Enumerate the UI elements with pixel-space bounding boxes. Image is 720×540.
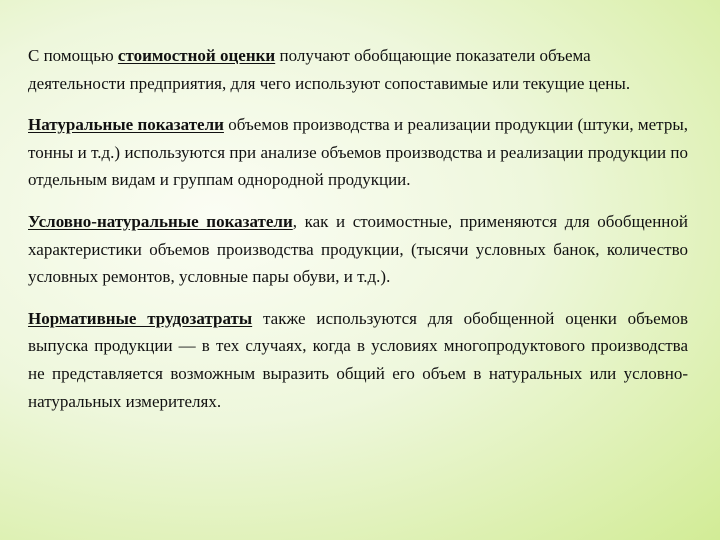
paragraph-text: , как и стоимостные, применяются для обобщенной характеристики объемов производства продукции, (тысячи условных банок, количество условных ремонтов, условные пары обуви, и т.д.). xyxy=(28,211,689,287)
term-normative-labor-costs: Нормативные трудозатраты xyxy=(28,308,253,328)
paragraph-text: объемов производства и реализации продукции (штуки, метры, тонны и т.д.) используются при анализе объемов производства и реализации продукции по отдельным видам и группам однородной продукции. xyxy=(28,115,688,190)
slide-body xyxy=(28,42,688,429)
paragraph-text: получают обобщающие показатели объема деятельности предприятия, для чего используют сопоставимые или текущие цены. xyxy=(28,46,631,93)
term-natural-indicators: Натуральные показатели xyxy=(28,115,224,135)
paragraph-text: также используются для обобщенной оценки объемов выпуска продукции — в тех случаях, когда в условиях многопродуктового производства не представляется возможным выразить общий его объем в натуральных или условно-натуральных измерителях. xyxy=(28,308,688,411)
paragraph-conditional-natural-indicators xyxy=(28,208,688,291)
term-conditional-natural-indicators: Условно-натуральные показатели xyxy=(28,211,293,231)
term-value-estimation: стоимостной оценки xyxy=(117,46,276,65)
paragraph-value-estimation xyxy=(28,42,688,97)
paragraph-natural-indicators xyxy=(28,111,688,194)
paragraph-lead-text: С помощью xyxy=(28,46,118,65)
paragraph-normative-labor-costs xyxy=(28,305,688,415)
